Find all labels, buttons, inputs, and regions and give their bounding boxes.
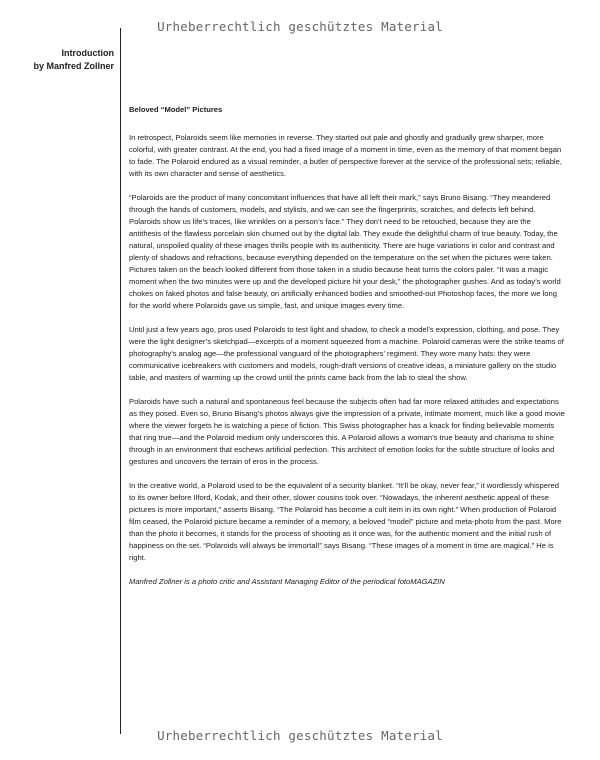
paragraph-2: “Polaroids are the product of many concomitant influences that have all left their mark,” says Bruno Bisang. “They meandered through the hands of customers, models, and stylists, and we can see the fingerprints, scratches, and defects left behind. Polaroids show us life’s traces, like wrinkles on a person’s face.” They don’t need to be retouched, because they are the antithesis of the flawless porcelain skin churned out by the digital lab. They exude the delightful charm of true beauty. Today, the natural, unspoiled quality of these images thrills people with its authenticity. There are huge variations in color and contrast and plenty of shadows and refractions, because everything depended on the temperature on the set when the pictures were taken. Pictures taken on the beach looked different from those taken in a studio because heat turns the colors paler. “It was a magic moment when the two minutes were up and the developed picture hit your desk,” the photographer gushes. And as today’s world chokes on faked photos and false beauty, on artificially enhanced bodies and smoothed-out Photoshop faces, the more we long for the world where Polaroids gave us simple, fast, and unique images every time. bbox=[129, 193, 561, 310]
section-label bbox=[33, 47, 114, 73]
paragraph-1: In retrospect, Polaroids seem like memories in reverse. They started out pale and ghostly and gradually grew sharper, more colorful, with greater contrast. At the end, you had a fixed image of a moment in time, even as the memory of that moment began to fade. The Polaroid endured as a visual reminder, a butler of perspective forever at the service of the professional sets; reliable, with its own character and sense of aesthetics. bbox=[129, 133, 562, 178]
vertical-divider bbox=[120, 28, 121, 734]
section-label-author: by Manfred Zollner bbox=[33, 61, 114, 71]
paragraph-4: Polaroids have such a natural and spontaneous feel because the subjects often had far more relaxed attitudes and expectations as they posed. Even so, Bruno Bisang’s photos always give the impression of a private, intimate moment, much like a good movie where the viewer forgets he is watching a piece of fiction. This Swiss photographer has a knack for finding believable moments that ring true—and the Polaroid medium only underscores this. A Polaroid allows a woman’s true beauty and charisma to shine through in an environment that eschews artificial perfection. This architect of emotion looks for the subtle structure of looks and gestures and uncovers the terrain of eros in the process. bbox=[129, 397, 565, 466]
copyright-watermark-top: Urheberrechtlich geschütztes Material bbox=[157, 19, 443, 34]
article-body bbox=[129, 104, 565, 600]
copyright-watermark-bottom: Urheberrechtlich geschütztes Material bbox=[157, 728, 443, 743]
paragraph-3: Until just a few years ago, pros used Polaroids to test light and shadow, to check a model’s expression, clothing, and pose. They were the light designer’s sketchpad—excerpts of a moment squeezed from a machine. Polaroid cameras were the strike teams of photography’s analog age—the professional vanguard of the photographers’ regiment. They wore many hats: they were communicative icebreakers with customers and models, rough-draft versions of creative ideas, a miniature gallery on the studio table, and masters of warming up the crowd until the prints came back from the lab to steal the show. bbox=[129, 325, 564, 382]
section-label-title: Introduction bbox=[61, 48, 114, 58]
article-title: Beloved “Model” Pictures bbox=[129, 105, 223, 114]
author-byline: Manfred Zollner is a photo critic and Assistant Managing Editor of the periodical fotoMAGAZIN bbox=[129, 577, 445, 586]
paragraph-5: In the creative world, a Polaroid used to be the equivalent of a security blanket. “It’ll be okay, never fear,” it wordlessly whispered to its owner before Ilford, Kodak, and their other, slower cousins took over. “Nowadays, the inherent aesthetic appeal of these pictures is more important,” asserts Bisang. “The Polaroid has become a cult item in its own right.” When production of Polaroid film ceased, the Polaroid picture became a reminder of a memory, a beloved “model” picture and meta-photo from the past. More than the photo it becomes, it stands for the process of shooting as it once was, for the authentic moment and the initial rush of happiness on the set. “Polaroids will always be immortal!” says Bisang. “These images of a moment in time are magical.” He is right. bbox=[129, 481, 562, 562]
